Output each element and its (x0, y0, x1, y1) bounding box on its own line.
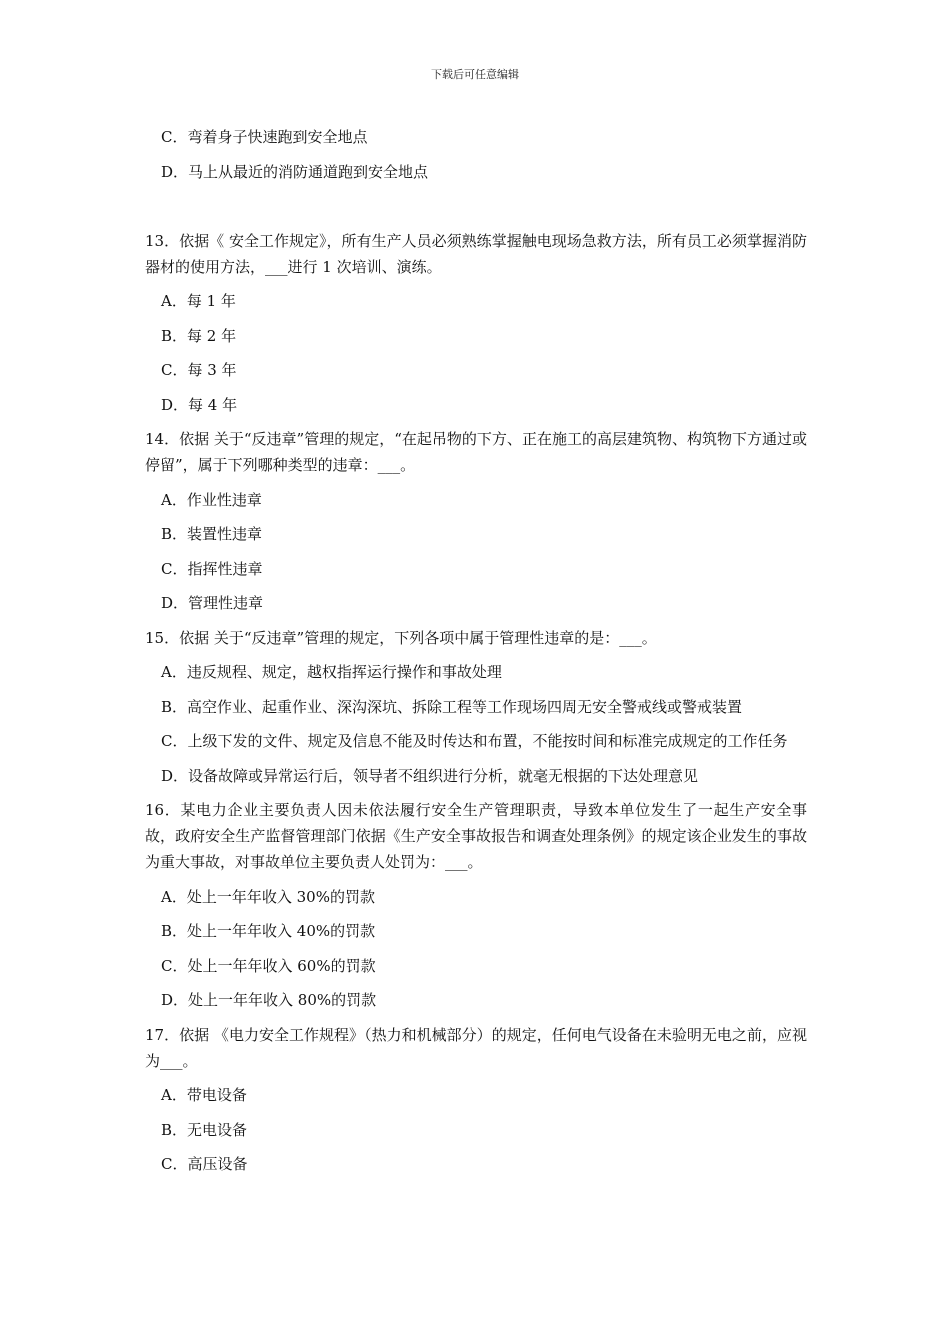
option-13-a: A．每 1 年 (161, 292, 236, 310)
option-12-d: D．马上从最近的消防通道跑到安全地点 (161, 162, 429, 181)
option-13-b: B．每 2 年 (161, 326, 237, 345)
page-header: 下载后可任意编辑 (431, 68, 519, 81)
option-14-d: D．管理性违章 (161, 594, 264, 612)
option-13-d: D．每 4 年 (161, 395, 238, 414)
option-12-c: C．弯着身子快速跑到安全地点 (161, 128, 368, 146)
option-14-b: B．装置性违章 (161, 525, 263, 543)
option-14-a: A．作业性违章 (161, 490, 262, 509)
option-15-a: A．违反规程、规定，越权指挥运行操作和事故处理 (161, 663, 502, 681)
question-17: 17．依据 《电力安全工作规程》（热力和机械部分）的规定，任何电气设备在未验明无电之前，应视为___。 (145, 1025, 807, 1070)
question-14: 14．依据 关于“反违章”管理的规定，“在起吊物的下方、正在施工的高层建筑物、构筑物下方通过或停留”，属于下列哪种类型的违章：___。 (145, 430, 807, 474)
question-16: 16．某电力企业主要负责人因未依法履行安全生产管理职责，导致本单位发生了一起生产安全事故，政府安全生产监督管理部门依据《生产安全事故报告和调查处理条例》的规定该企业发生的事故为重大事故，对事故单位主要负责人处罚为：___。 (145, 801, 807, 871)
document-body (145, 124, 807, 1177)
option-13-c: C．每 3 年 (161, 361, 237, 379)
option-16-b: B．处上一年年收入 40%的罚款 (161, 922, 376, 940)
question-15: 15．依据 关于“反违章”管理的规定，下列各项中属于管理性违章的是：___。 (145, 628, 657, 647)
question-13: 13．依据《 安全工作规定》，所有生产人员必须熟练掌握触电现场急救方法，所有员工必须掌握消防器材的使用方法，___进行 1 次培训、演练。 (145, 231, 807, 276)
option-17-a: A．带电设备 (161, 1086, 247, 1104)
option-16-c: C．处上一年年收入 60%的罚款 (161, 956, 376, 975)
option-15-d: D．设备故障或异常运行后，领导者不组织进行分析，就毫无根据的下达处理意见 (161, 766, 699, 785)
option-17-b: B．无电设备 (161, 1120, 248, 1139)
option-17-c: C．高压设备 (161, 1155, 248, 1173)
option-14-c: C．指挥性违章 (161, 559, 263, 578)
option-15-b: B．高空作业、起重作业、深沟深坑、拆除工程等工作现场四周无安全警戒线或警戒装置 (161, 697, 743, 716)
option-16-a: A．处上一年年收入 30%的罚款 (161, 887, 375, 906)
option-15-c: C．上级下发的文件、规定及信息不能及时传达和布置，不能按时间和标准完成规定的工作任务 (161, 732, 788, 750)
option-16-d: D．处上一年年收入 80%的罚款 (161, 991, 377, 1009)
